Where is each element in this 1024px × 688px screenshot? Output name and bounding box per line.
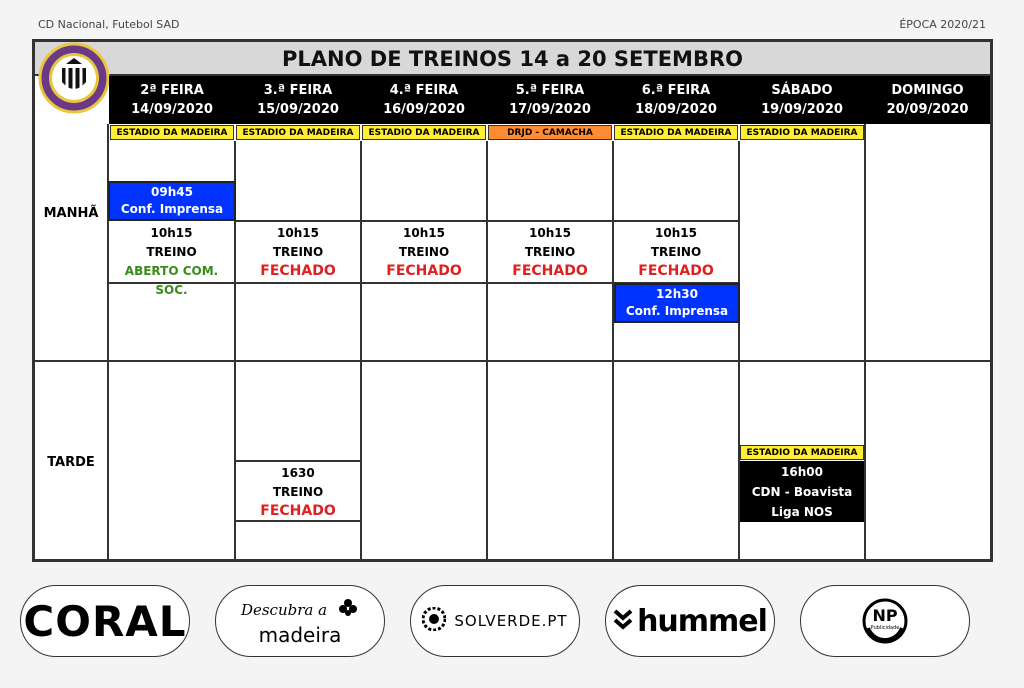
training-status-open: ABERTO COM. SOC.: [124, 264, 219, 297]
flower-icon: [337, 597, 359, 624]
column-divider: [360, 141, 362, 562]
training-status-closed: FECHADO: [260, 263, 336, 279]
day-header-fri: 6.ª FEIRA 18/09/2020: [613, 76, 739, 124]
row-line: [234, 220, 740, 222]
venue-wed: ESTADIO DA MADEIRA: [362, 125, 486, 140]
venue-thu: DRJD - CAMACHA: [488, 125, 612, 140]
club-name: CD Nacional, Futebol SAD: [38, 18, 180, 31]
season-label: ÉPOCA 2020/21: [899, 18, 986, 31]
training-plan-sheet: [32, 39, 993, 562]
training-thu: 10h15 TREINO FECHADO: [488, 224, 612, 281]
venue-tue: ESTADIO DA MADEIRA: [236, 125, 360, 140]
training-wed: 10h15 TREINO FECHADO: [362, 224, 486, 281]
period-morning: MANHÃ: [43, 206, 99, 221]
chevron-icon: [613, 608, 633, 635]
sun-icon: [422, 607, 446, 636]
training-status-closed: FECHADO: [260, 503, 336, 519]
training-status-closed: FECHADO: [638, 263, 714, 279]
venue-sat: ESTADIO DA MADEIRA: [740, 125, 864, 140]
column-divider: [612, 141, 614, 562]
day-header-tue: 3.ª FEIRA 15/09/2020: [235, 76, 361, 124]
match-cdn-boavista: 16h00 CDN - Boavista Liga NOS: [740, 461, 864, 522]
training-tue: 10h15 TREINO FECHADO: [236, 224, 360, 281]
sponsor-madeira: [215, 585, 385, 657]
venue-mon: ESTADIO DA MADEIRA: [110, 125, 234, 140]
row-line: [234, 460, 362, 462]
np-logo: NP Publicidade: [862, 598, 908, 644]
solverde-logo: SOLVERDE.PT: [454, 612, 568, 630]
match-venue: ESTADIO DA MADEIRA: [740, 445, 864, 460]
press-conference-fri: 12h30 Conf. Imprensa: [614, 283, 740, 323]
training-status-closed: FECHADO: [386, 263, 462, 279]
day-header-wed: 4.ª FEIRA 16/09/2020: [361, 76, 487, 124]
day-header-thu: 5.ª FEIRA 17/09/2020: [487, 76, 613, 124]
press-conference-mon: 09h45 Conf. Imprensa: [108, 181, 236, 221]
column-divider: [486, 141, 488, 562]
training-mon: 10h15 TREINO ABERTO COM. SOC.: [109, 224, 234, 300]
column-divider: [864, 124, 866, 562]
period-afternoon: TARDE: [47, 455, 95, 470]
period-divider: [35, 360, 990, 362]
training-status-closed: FECHADO: [512, 263, 588, 279]
venue-fri: ESTADIO DA MADEIRA: [614, 125, 738, 140]
training-fri: 10h15 TREINO FECHADO: [614, 224, 738, 281]
sponsor-coral: [20, 585, 190, 657]
sponsor-solverde: [410, 585, 580, 657]
sponsor-hummel: [605, 585, 775, 657]
sponsor-np: [800, 585, 970, 657]
day-header-sat: SÁBADO 19/09/2020: [739, 76, 865, 124]
madeira-logo: madeira: [258, 622, 342, 647]
day-header-sun: DOMINGO 20/09/2020: [865, 76, 990, 124]
club-crest: [38, 42, 110, 114]
training-tue-afternoon: 1630 TREINO FECHADO: [236, 464, 360, 521]
plan-title: PLANO DE TREINOS 14 a 20 SETEMBRO: [35, 42, 990, 76]
madeira-tagline: Descubra a: [240, 601, 328, 619]
day-header-mon: 2ª FEIRA 14/09/2020: [109, 76, 235, 124]
hummel-logo: hummel: [637, 603, 767, 639]
row-line: [234, 520, 362, 522]
coral-logo: CORAL: [23, 596, 187, 646]
